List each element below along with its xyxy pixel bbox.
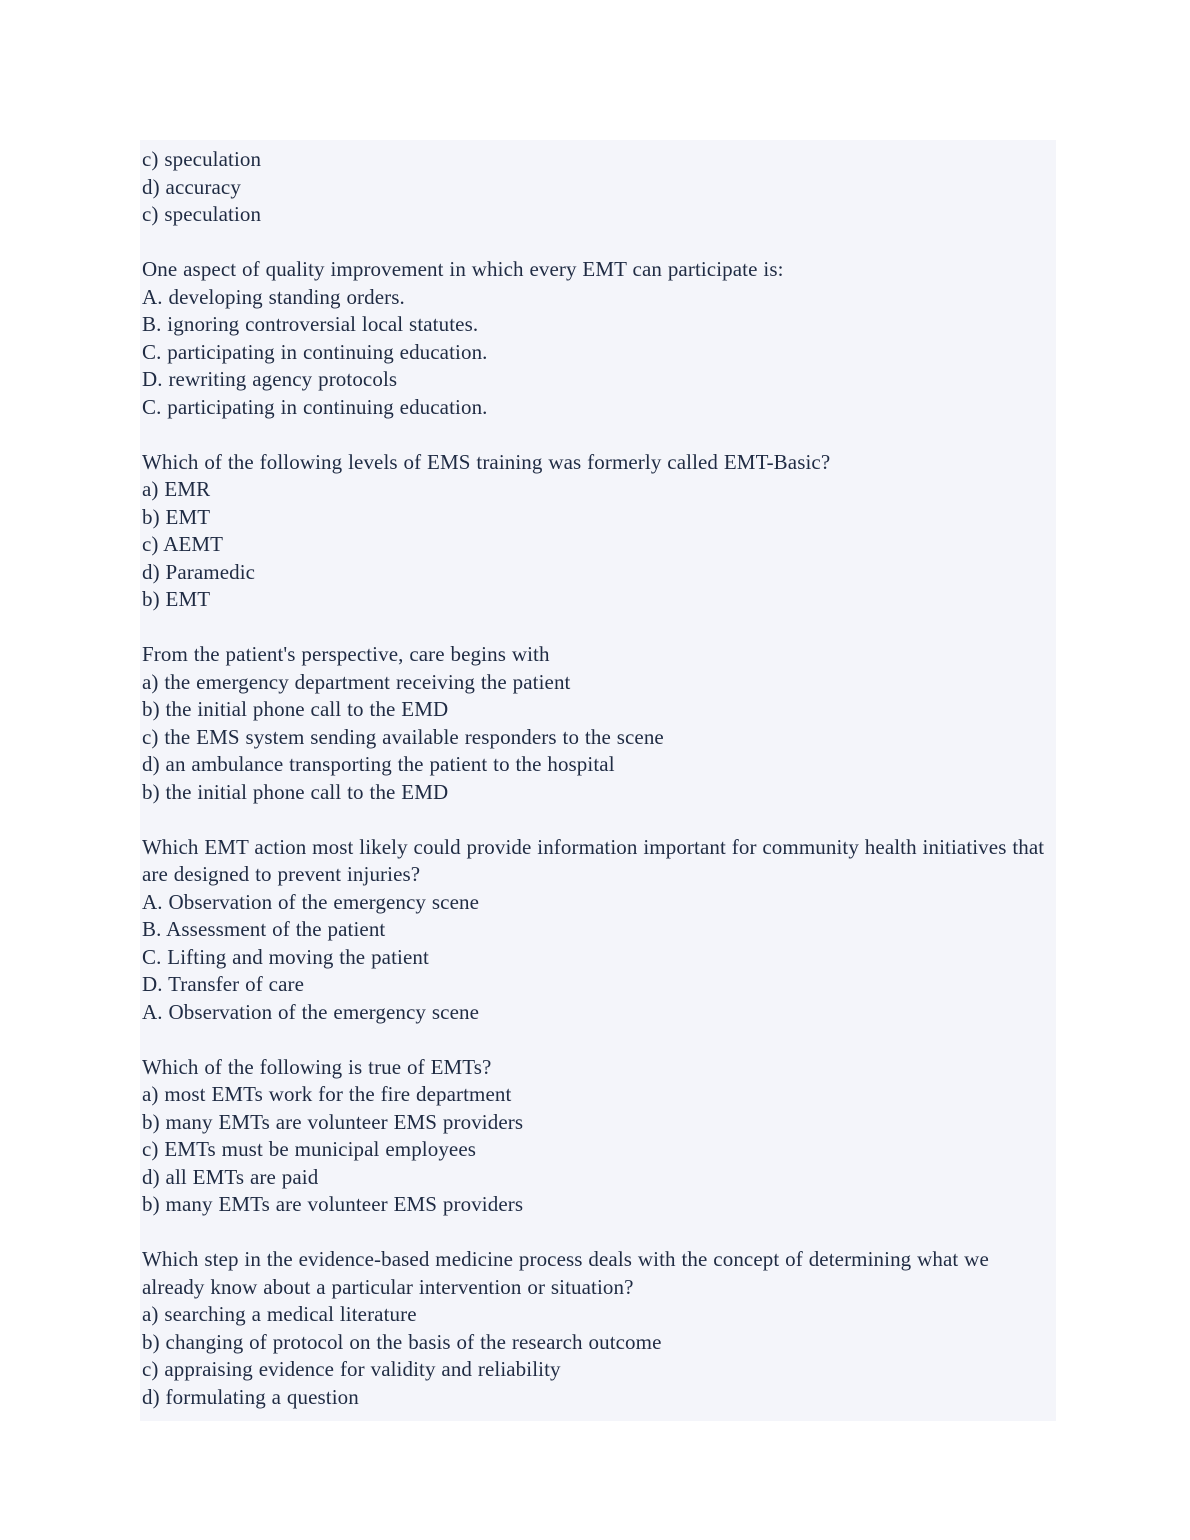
question-block — [142, 1054, 1054, 1219]
text-line: b) many EMTs are volunteer EMS providers — [142, 1192, 524, 1216]
text-line: Which EMT action most likely could provide information important for community health initiatives that are designed to prevent injuries? — [142, 834, 1045, 886]
text-line: b) changing of protocol on the basis of the research outcome — [142, 1329, 662, 1354]
text-line: b) the initial phone call to the EMD — [142, 779, 449, 804]
text-line: c) speculation — [142, 202, 262, 226]
text-line: c) EMTs must be municipal employees — [142, 1137, 477, 1161]
text-line: D. rewriting agency protocols — [142, 367, 398, 391]
text-line: C. participating in continuing education. — [142, 339, 488, 364]
text-line: Which of the following is true of EMTs? — [142, 1054, 492, 1079]
text-line: c) the EMS system sending available responders to the scene — [142, 724, 664, 749]
text-line: c) AEMT — [142, 532, 224, 556]
text-line: b) EMT — [142, 587, 211, 611]
text-line: d) all EMTs are paid — [142, 1164, 319, 1189]
text-line: c) appraising evidence for validity and reliability — [142, 1357, 561, 1381]
text-line: d) accuracy — [142, 174, 241, 199]
question-block — [142, 834, 1054, 1027]
question-block — [142, 641, 1054, 806]
text-line: Which step in the evidence-based medicine process deals with the concept of determining what we already know about a particular intervention or situation? — [142, 1247, 989, 1299]
text-line: Which of the following levels of EMS training was formerly called EMT-Basic? — [142, 449, 831, 474]
text-line: a) searching a medical literature — [142, 1302, 417, 1326]
text-line: a) EMR — [142, 477, 211, 501]
text-line: B. Assessment of the patient — [142, 917, 386, 941]
text-line: A. developing standing orders. — [142, 284, 405, 309]
text-line: A. Observation of the emergency scene — [142, 889, 480, 914]
text-line: b) many EMTs are volunteer EMS providers — [142, 1109, 524, 1134]
text-line: d) an ambulance transporting the patient to the hospital — [142, 752, 615, 776]
text-line: c) speculation — [142, 147, 262, 171]
text-line: a) the emergency department receiving the patient — [142, 669, 571, 694]
question-block — [142, 1246, 1054, 1411]
text-line: B. ignoring controversial local statutes. — [142, 312, 479, 336]
question-block — [142, 449, 1054, 614]
question-block — [142, 256, 1054, 421]
text-line: D. Transfer of care — [142, 972, 305, 996]
text-line: One aspect of quality improvement in which every EMT can participate is: — [142, 257, 784, 281]
question-block — [142, 146, 1054, 229]
text-line: d) Paramedic — [142, 559, 256, 584]
text-line: b) the initial phone call to the EMD — [142, 697, 449, 721]
text-line: C. participating in continuing education. — [142, 394, 488, 419]
text-line: From the patient's perspective, care begins with — [142, 642, 550, 666]
text-line: b) EMT — [142, 504, 211, 529]
text-line: a) most EMTs work for the fire department — [142, 1082, 512, 1106]
quiz-content-area — [140, 140, 1056, 1421]
text-line: d) formulating a question — [142, 1384, 359, 1409]
text-line: A. Observation of the emergency scene — [142, 999, 480, 1024]
text-line: C. Lifting and moving the patient — [142, 944, 429, 969]
